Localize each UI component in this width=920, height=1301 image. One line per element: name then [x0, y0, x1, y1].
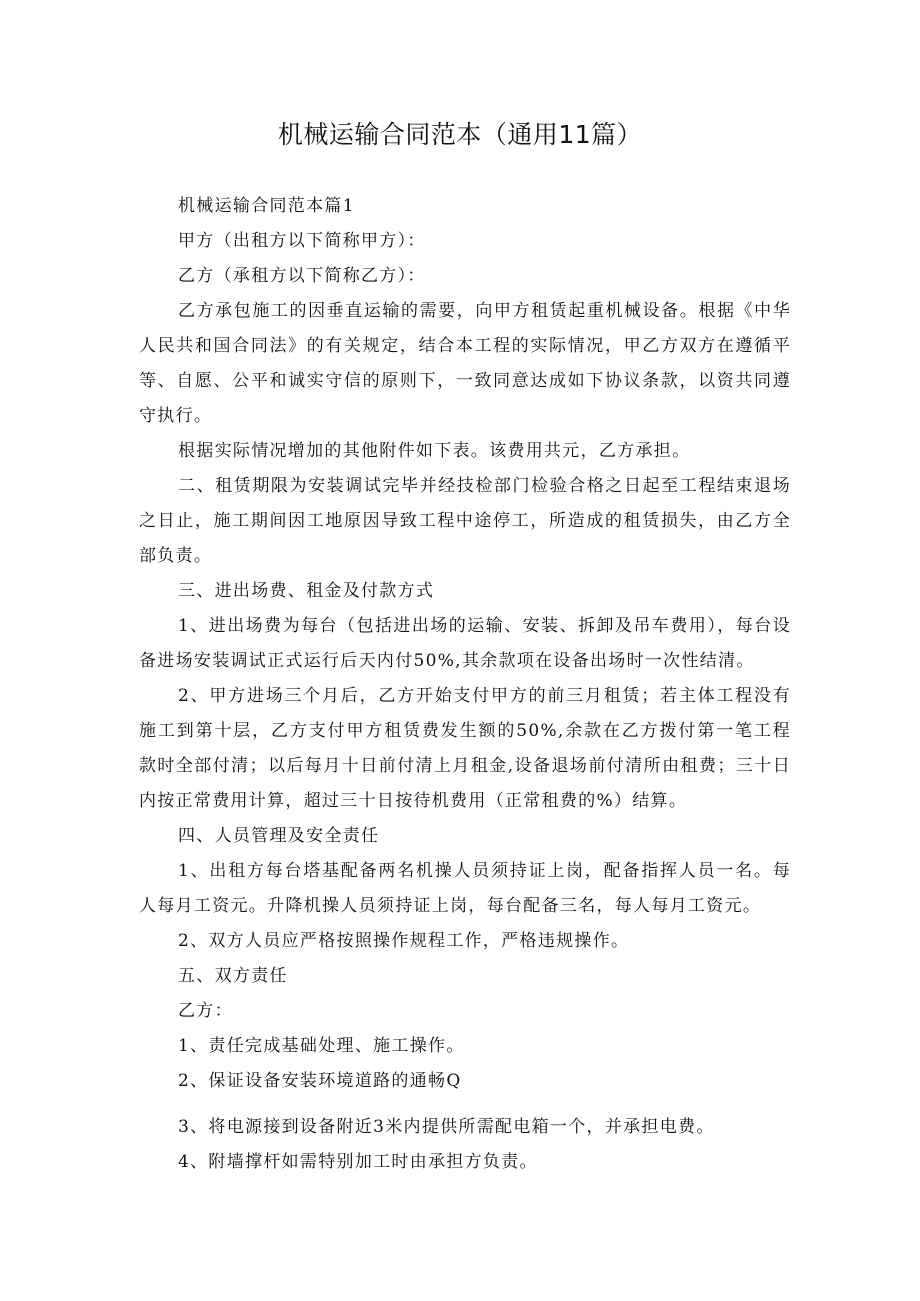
section-heading: 五、双方责任 — [178, 966, 288, 986]
paragraph: 乙方： — [178, 1001, 233, 1021]
paragraph: 2、双方人员应严格按照操作规程工作，严格违规操作。 — [178, 931, 630, 951]
document-body — [139, 189, 791, 1180]
section-heading: 四、人员管理及安全责任 — [178, 826, 380, 846]
paragraph: 1、进出场费为每台（包括进出场的运输、安装、拆卸及吊车费用），每台设备进场安装调试正式运行后天内付50%,其余款项在设备出场时一次性结清。 — [139, 616, 791, 671]
list-item: 4、附墙撑杆如需特别加工时由承担方负责。 — [178, 1152, 538, 1172]
list-item: 2、保证设备安装环境道路的通畅Q — [178, 1071, 462, 1091]
section-heading: 机械运输合同范本篇1 — [178, 196, 355, 216]
document-title: 机械运输合同范本（通用11篇） — [277, 120, 643, 149]
list-item: 1、责任完成基础处理、施工操作。 — [178, 1036, 465, 1056]
paragraph: 1、出租方每台塔基配备两名机操人员须持证上岗，配备指挥人员一名。每人每月工资元。升降机操人员须持证上岗，每台配备三名，每人每月工资元。 — [139, 861, 791, 916]
paragraph: 二、租赁期限为安装调试完毕并经技检部门检验合格之日起至工程结束退场之日止，施工期间因工地原因导致工程中途停工，所造成的租赁损失，由乙方全部负责。 — [139, 476, 791, 566]
party-a-line: 甲方（出租方以下简称甲方）： — [178, 231, 426, 251]
paragraph: 乙方承包施工的因垂直运输的需要，向甲方租赁起重机械设备。根据《中华人民共和国合同法》的有关规定，结合本工程的实际情况，甲乙方双方在遵循平等、自愿、公平和诚实守信的原则下，一致同意达成如下协议条款，以资共同遵守执行。 — [139, 301, 791, 426]
party-b-line: 乙方（承租方以下简称乙方）： — [178, 266, 426, 286]
paragraph: 2、甲方进场三个月后，乙方开始支付甲方的前三月租赁；若主体工程没有施工到第十层，乙方支付甲方租赁费发生额的50%,余款在乙方拨付第一笔工程款时全部付清；以后每月十日前付清上月租金,设备退场前付清所由租费；三十日内按正常费用计算，超过三十日按待机费用（正常租费的%）结算。 — [139, 686, 791, 811]
paragraph: 根据实际情况增加的其他附件如下表。该费用共元，乙方承担。 — [178, 441, 691, 461]
list-item: 3、将电源接到设备附近3米内提供所需配电箱一个，并承担电费。 — [178, 1117, 715, 1137]
section-heading: 三、进出场费、租金及付款方式 — [178, 581, 435, 601]
